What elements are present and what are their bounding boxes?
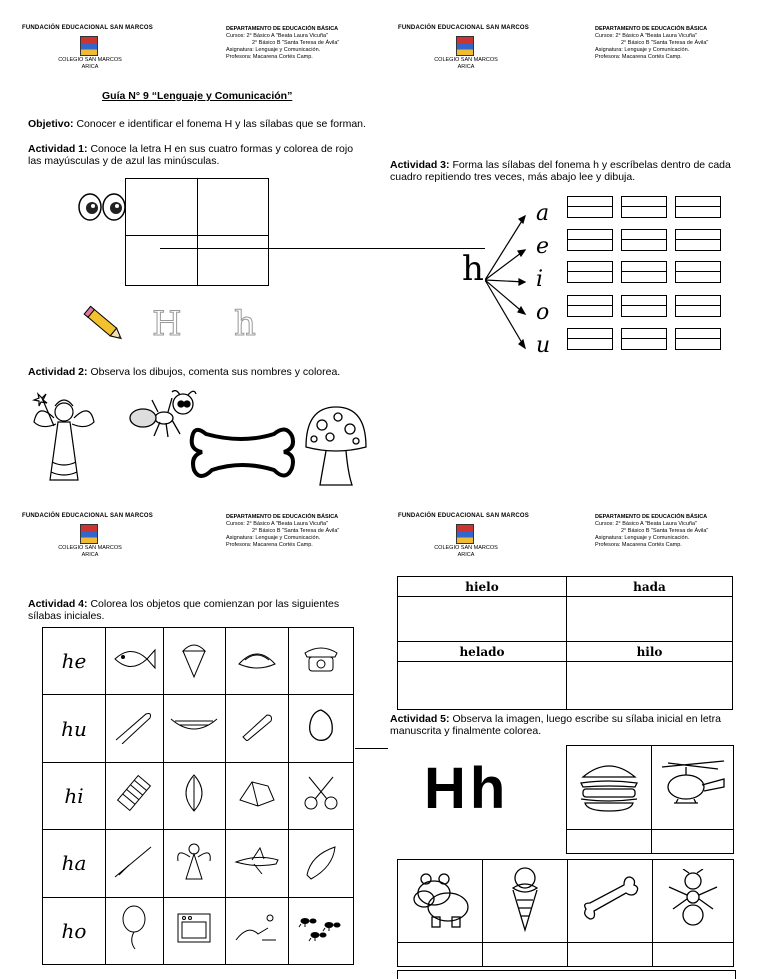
egg-icon[interactable] bbox=[288, 695, 353, 762]
table-row bbox=[398, 597, 733, 642]
leaf-icon[interactable] bbox=[163, 762, 226, 829]
page-title: Guía N° 9 “Lenguaje y Comunicación” bbox=[102, 90, 293, 102]
answer-cell[interactable] bbox=[568, 943, 653, 967]
bone-small-icon[interactable] bbox=[568, 860, 653, 943]
table-row bbox=[567, 746, 734, 830]
words-table bbox=[397, 576, 733, 710]
drawing-cell[interactable] bbox=[567, 662, 733, 710]
activity-5-label: Actividad 5: bbox=[390, 713, 450, 725]
school-crest-icon bbox=[456, 524, 474, 544]
pencil-icon bbox=[82, 305, 128, 350]
syllable-row-u bbox=[567, 328, 721, 350]
oven-icon[interactable] bbox=[163, 897, 226, 964]
teacher-line: Profesora: Macarena Cortés Camp. bbox=[226, 54, 313, 60]
activity-2-label: Actividad 2: bbox=[28, 366, 88, 378]
school-city: ARICA bbox=[81, 552, 99, 558]
courses-a: Cursos: 2° Básico A "Beata Laura Vicuña" bbox=[595, 33, 698, 39]
subject-line: Asignatura: Lenguaje y Comunicación. bbox=[595, 47, 690, 53]
word-cell: helado bbox=[398, 642, 567, 662]
table-row bbox=[398, 577, 733, 597]
scissors-icon[interactable] bbox=[288, 762, 353, 829]
word-cell: hada bbox=[567, 577, 733, 597]
write-box[interactable] bbox=[621, 229, 667, 251]
answer-cell[interactable] bbox=[483, 943, 568, 967]
bird-nest-icon[interactable] bbox=[226, 897, 289, 964]
mushroom-icon bbox=[302, 403, 370, 494]
table-row bbox=[398, 662, 733, 710]
table-row bbox=[43, 830, 354, 897]
write-box[interactable] bbox=[567, 229, 613, 251]
dept-name: DEPARTAMENTO DE EDUCACIÓN BÁSICA bbox=[226, 514, 339, 520]
dept-block bbox=[226, 514, 339, 549]
hippo-icon[interactable] bbox=[398, 860, 483, 943]
foundation-name: FUNDACIÓN EDUCACIONAL SAN MARCOS bbox=[398, 25, 529, 31]
balloon-icon[interactable] bbox=[106, 897, 164, 964]
vowel-u: u bbox=[536, 333, 551, 358]
syllable-cell: ho bbox=[43, 897, 106, 964]
school-name bbox=[431, 57, 501, 71]
objective bbox=[28, 118, 366, 130]
activity-1 bbox=[28, 143, 366, 167]
activity-4-text: Colorea los objetos que comienzan por las siguientes sílabas iniciales. bbox=[28, 598, 340, 622]
activity-4 bbox=[28, 598, 368, 622]
write-box[interactable] bbox=[621, 328, 667, 350]
drawing-cell[interactable] bbox=[398, 597, 567, 642]
hamburger-icon[interactable] bbox=[567, 746, 652, 830]
answer-cell[interactable] bbox=[653, 943, 734, 967]
school-name bbox=[431, 545, 501, 559]
dept-name: DEPARTAMENTO DE EDUCACIÓN BÁSICA bbox=[595, 514, 708, 520]
activity-4-label: Actividad 4: bbox=[28, 598, 88, 610]
syllable-table bbox=[42, 627, 354, 965]
courses-b: 2° Básico B "Santa Teresa de Ávila" bbox=[621, 40, 709, 46]
vowel-i: i bbox=[536, 267, 544, 292]
teacher-line: Profesora: Macarena Cortés Camp. bbox=[595, 542, 682, 548]
syllable-cell: ha bbox=[43, 830, 106, 897]
write-box[interactable] bbox=[675, 196, 721, 218]
telephone-icon[interactable] bbox=[288, 628, 353, 695]
eyes-icon bbox=[78, 193, 126, 226]
school-city: ARICA bbox=[81, 64, 99, 70]
school-city: ARICA bbox=[457, 552, 475, 558]
activity-3-label: Actividad 3: bbox=[390, 159, 450, 171]
bean-pod-icon[interactable] bbox=[288, 830, 353, 897]
grid-divider bbox=[197, 179, 198, 285]
school-crest-icon bbox=[80, 524, 98, 544]
write-box[interactable] bbox=[675, 295, 721, 317]
school-line: COLEGIO SAN MARCOS bbox=[434, 57, 498, 63]
school-crest-icon bbox=[456, 36, 474, 56]
answer-cell[interactable] bbox=[398, 943, 483, 967]
courses-a: Cursos: 2° Básico A "Beata Laura Vicuña" bbox=[226, 521, 329, 527]
school-city: ARICA bbox=[457, 64, 475, 70]
image-row-2 bbox=[397, 859, 734, 967]
courses-b: 2° Básico B "Santa Teresa de Ávila" bbox=[252, 528, 340, 534]
dept-block bbox=[595, 26, 708, 61]
vowel-a: a bbox=[536, 201, 550, 226]
syllable-row-o bbox=[567, 295, 721, 317]
vowel-list bbox=[536, 199, 550, 364]
big-letters: Hh bbox=[424, 756, 510, 821]
school-line: COLEGIO SAN MARCOS bbox=[58, 57, 122, 63]
finger-icon[interactable] bbox=[106, 695, 164, 762]
fish-icon[interactable] bbox=[106, 628, 164, 695]
table-row bbox=[398, 860, 734, 943]
activity-5 bbox=[390, 713, 740, 737]
table-row bbox=[398, 642, 733, 662]
subject-line: Asignatura: Lenguaje y Comunicación. bbox=[226, 47, 321, 53]
branch-arrows bbox=[485, 200, 535, 360]
foundation-name: FUNDACIÓN EDUCACIONAL SAN MARCOS bbox=[22, 25, 153, 31]
activity-1-label: Actividad 1: bbox=[28, 143, 88, 155]
table-row bbox=[567, 830, 734, 854]
table-row bbox=[43, 628, 354, 695]
syllable-cell: hu bbox=[43, 695, 106, 762]
ice-block-icon[interactable] bbox=[226, 762, 289, 829]
fairy-icon bbox=[28, 392, 100, 495]
write-box[interactable] bbox=[567, 328, 613, 350]
oyster-icon[interactable] bbox=[226, 628, 289, 695]
teacher-line: Profesora: Macarena Cortés Camp. bbox=[595, 54, 682, 60]
letter-grid bbox=[125, 178, 269, 286]
objective-label: Objetivo: bbox=[28, 118, 74, 130]
write-box[interactable] bbox=[675, 328, 721, 350]
activity-1-text: Conoce la letra H en sus cuatro formas y colorea de rojo las mayúsculas y de azul las minúsculas. bbox=[28, 143, 354, 167]
vowel-o: o bbox=[536, 300, 550, 325]
ice-cream-cone-icon[interactable] bbox=[483, 860, 568, 943]
activity-2-text: Observa los dibujos, comenta sus nombres y colorea. bbox=[90, 366, 341, 378]
activity-3-text: Forma las sílabas del fonema h y escríbelas dentro de cada cuadro repitiendo tres veces, más abajo lee y dibuja. bbox=[390, 159, 731, 183]
school-line: COLEGIO SAN MARCOS bbox=[58, 545, 122, 551]
word-cell: hielo bbox=[398, 577, 567, 597]
school-name bbox=[55, 57, 125, 71]
word-cell: hilo bbox=[567, 642, 733, 662]
write-box[interactable] bbox=[621, 261, 667, 283]
courses-a: Cursos: 2° Básico A "Beata Laura Vicuña" bbox=[595, 521, 698, 527]
write-box[interactable] bbox=[675, 261, 721, 283]
table-row bbox=[398, 943, 734, 967]
courses-a: Cursos: 2° Básico A "Beata Laura Vicuña" bbox=[226, 33, 329, 39]
table-row bbox=[43, 762, 354, 829]
dept-name: DEPARTAMENTO DE EDUCACIÓN BÁSICA bbox=[595, 26, 708, 32]
image-row-1 bbox=[566, 745, 734, 854]
school-line: COLEGIO SAN MARCOS bbox=[434, 545, 498, 551]
grid-divider bbox=[126, 235, 268, 236]
activity-2 bbox=[28, 366, 340, 378]
syllable-cell: he bbox=[43, 628, 106, 695]
drawing-cell[interactable] bbox=[398, 662, 567, 710]
bone-icon bbox=[188, 420, 298, 491]
dept-block bbox=[595, 514, 708, 549]
subject-line: Asignatura: Lenguaje y Comunicación. bbox=[226, 535, 321, 541]
separator-line bbox=[160, 248, 485, 249]
ice-cream-icon[interactable] bbox=[163, 628, 226, 695]
subject-line: Asignatura: Lenguaje y Comunicación. bbox=[595, 535, 690, 541]
table-row bbox=[43, 695, 354, 762]
dept-name: DEPARTAMENTO DE EDUCACIÓN BÁSICA bbox=[226, 26, 339, 32]
foundation-name: FUNDACIÓN EDUCACIONAL SAN MARCOS bbox=[398, 513, 529, 519]
syllable-row-a bbox=[567, 196, 721, 218]
foundation-name: FUNDACIÓN EDUCACIONAL SAN MARCOS bbox=[22, 513, 153, 519]
syllable-row-i bbox=[567, 261, 721, 283]
activity-3 bbox=[390, 159, 740, 183]
bean-icon[interactable] bbox=[226, 695, 289, 762]
letter-lower-outline: h bbox=[234, 304, 256, 344]
courses-b: 2° Básico B "Santa Teresa de Ávila" bbox=[621, 528, 709, 534]
write-box[interactable] bbox=[567, 261, 613, 283]
answer-cell[interactable] bbox=[567, 830, 652, 854]
thread-spool-icon[interactable] bbox=[106, 762, 164, 829]
write-box[interactable] bbox=[567, 196, 613, 218]
write-box[interactable] bbox=[621, 295, 667, 317]
vowel-e: e bbox=[536, 234, 550, 259]
root-letter: h bbox=[462, 249, 484, 289]
school-name bbox=[55, 545, 125, 559]
axe-icon[interactable] bbox=[106, 830, 164, 897]
helicopter-icon[interactable] bbox=[652, 746, 734, 830]
hammock-icon[interactable] bbox=[163, 695, 226, 762]
fairy-small-icon[interactable] bbox=[163, 830, 226, 897]
separator-line bbox=[355, 748, 388, 749]
objective-text: Conocer e identificar el fonema H y las sílabas que se forman. bbox=[76, 118, 366, 130]
write-box[interactable] bbox=[675, 229, 721, 251]
letter-upper-outline: H bbox=[152, 304, 182, 344]
answer-cell[interactable] bbox=[652, 830, 734, 854]
plane-icon[interactable] bbox=[226, 830, 289, 897]
table-row bbox=[43, 897, 354, 964]
syllable-row-e bbox=[567, 229, 721, 251]
drawing-cell[interactable] bbox=[567, 597, 733, 642]
write-box[interactable] bbox=[621, 196, 667, 218]
courses-b: 2° Básico B "Santa Teresa de Ávila" bbox=[252, 40, 340, 46]
activity-5-text: Observa la imagen, luego escribe su sílaba inicial en letra manuscrita y finalmente colorea. bbox=[390, 713, 721, 737]
ants-icon[interactable] bbox=[288, 897, 353, 964]
syllable-cell: hi bbox=[43, 762, 106, 829]
teacher-line: Profesora: Macarena Cortés Camp. bbox=[226, 542, 313, 548]
dept-block bbox=[226, 26, 339, 61]
ant-small-icon[interactable] bbox=[653, 860, 734, 943]
school-crest-icon bbox=[80, 36, 98, 56]
write-box[interactable] bbox=[567, 295, 613, 317]
